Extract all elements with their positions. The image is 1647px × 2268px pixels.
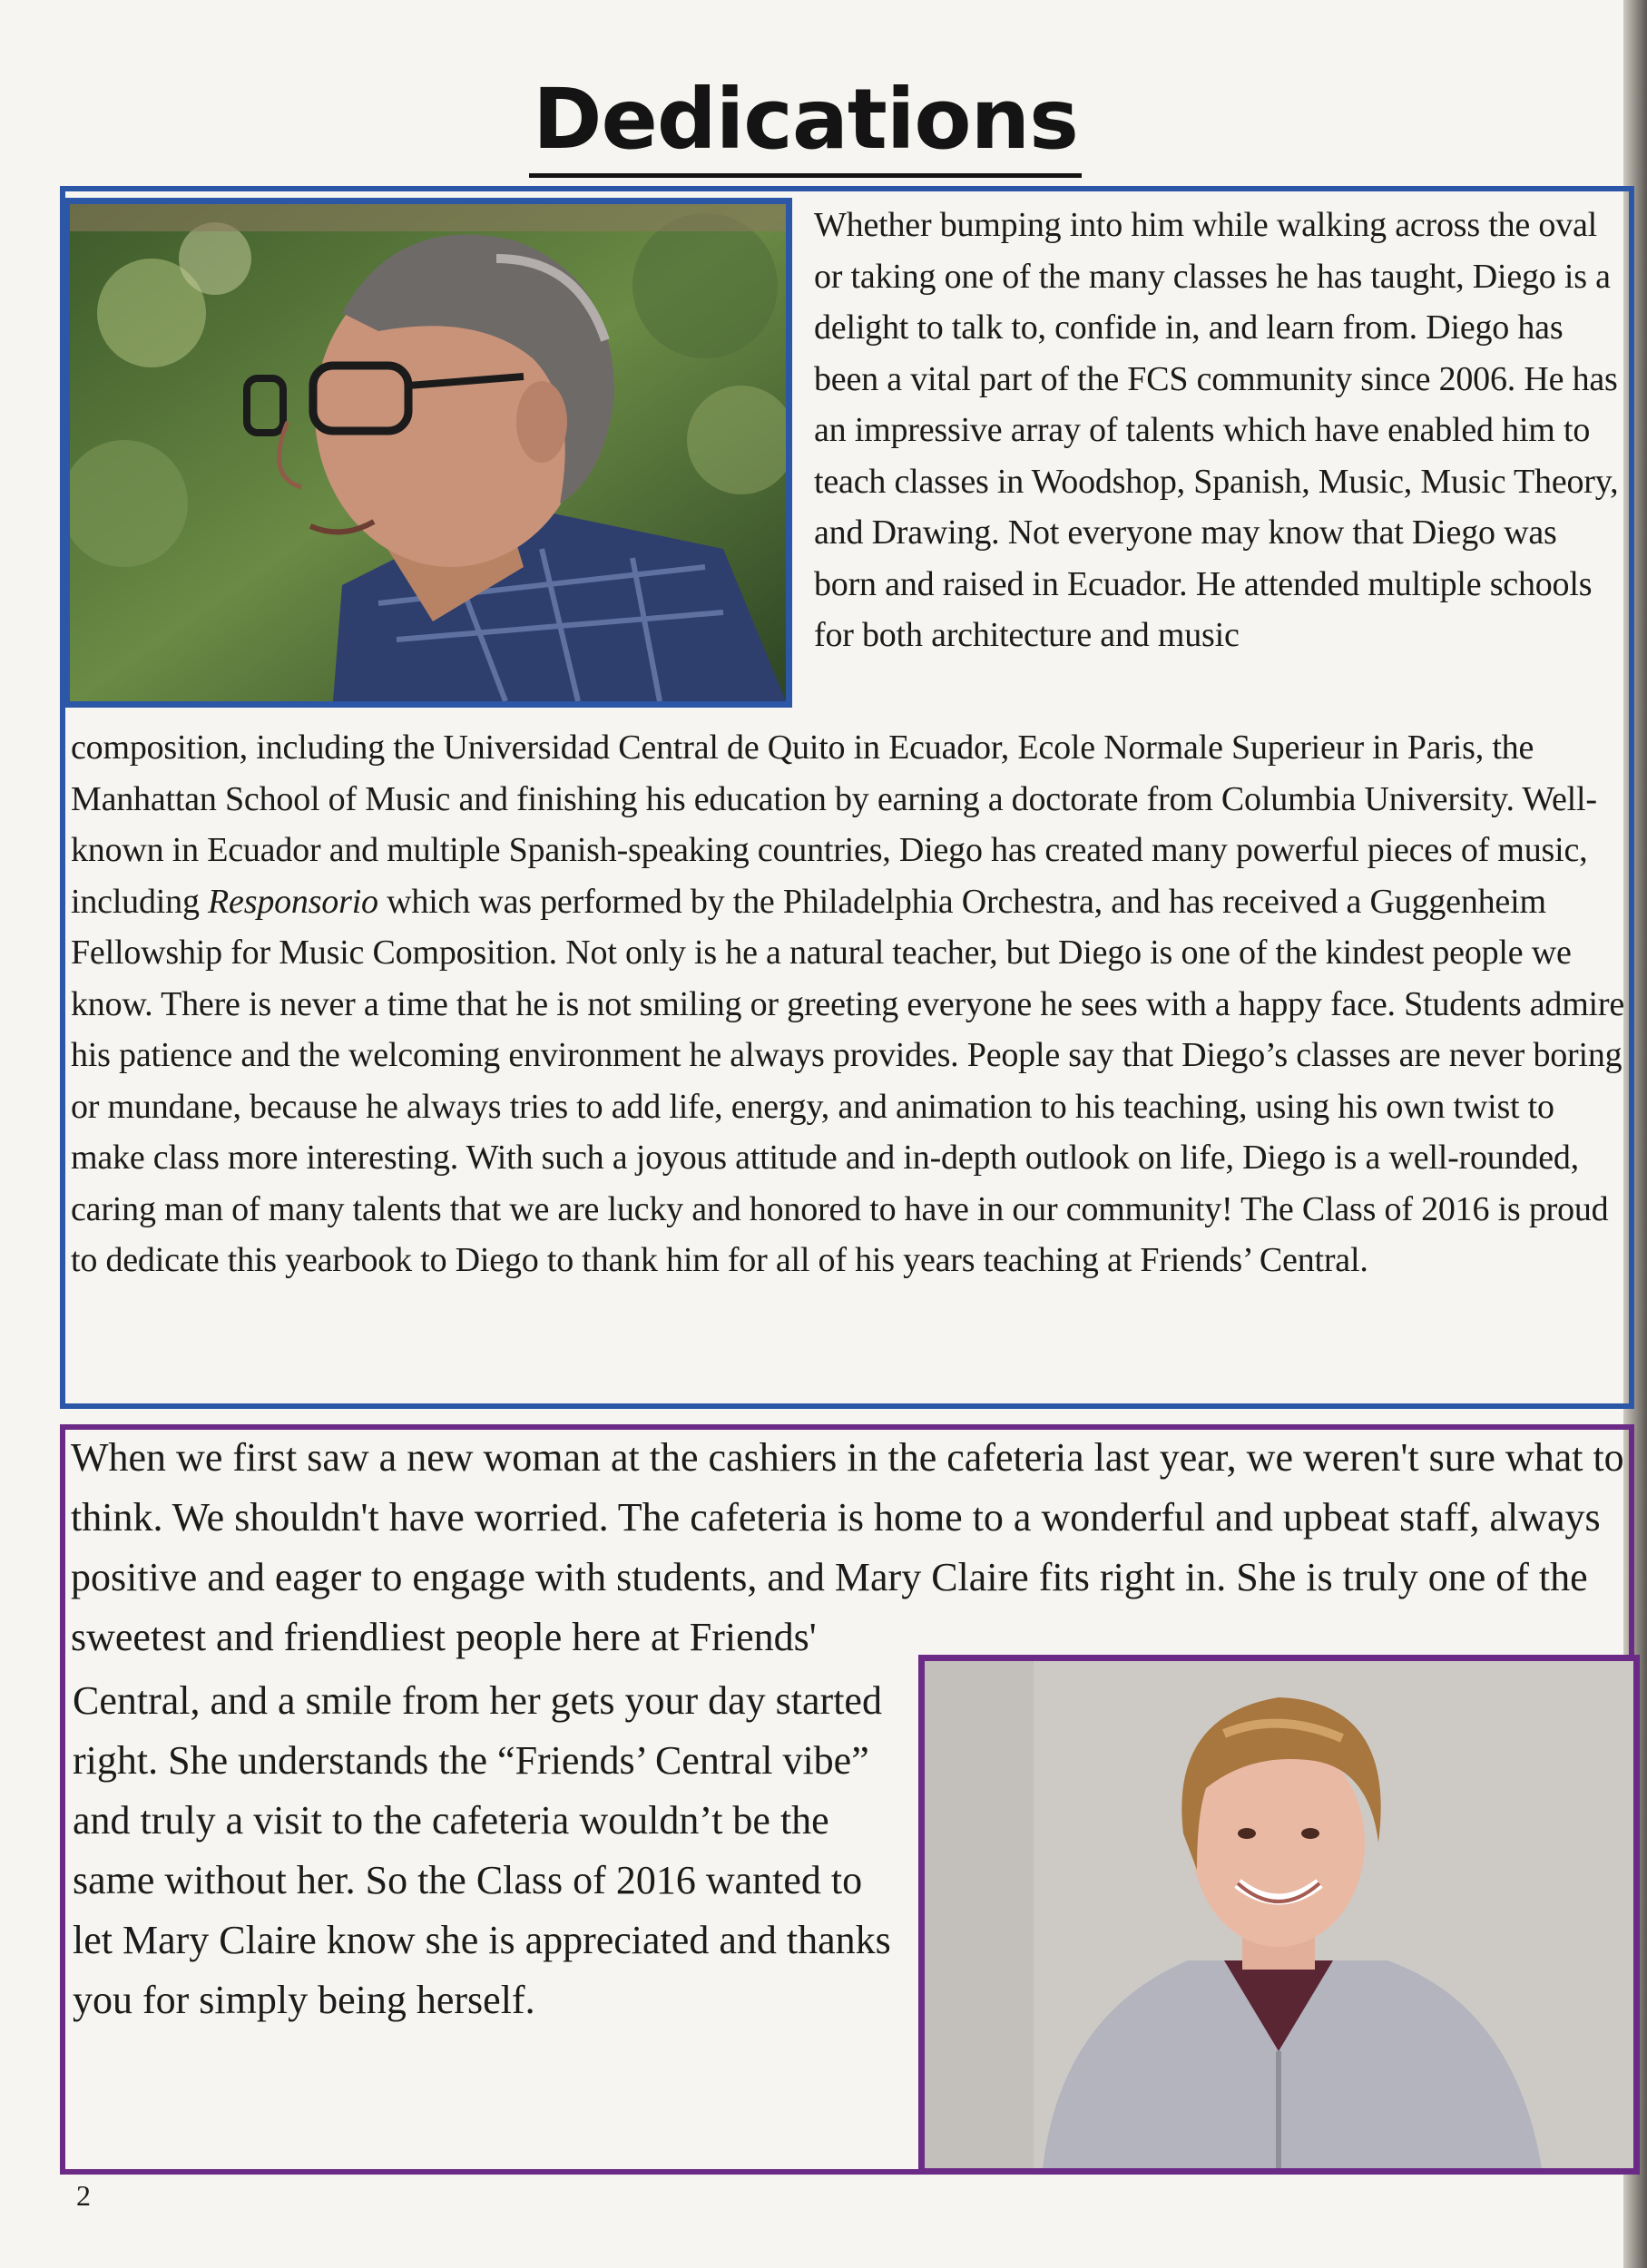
diego-text-bottom [71, 722, 1632, 1286]
mary-claire-portrait-image [925, 1661, 1633, 2168]
mary-claire-text-top: When we first saw a new woman at the cashiers in the cafeteria last year, we weren't sure what to think. We shouldn't have worried. The cafeteria is home to a wonderful and upbeat staff, always positive and eager to engage with students, and Mary Claire fits right in. She is truly one of the sweetest and friendliest people here at Friends' [71, 1435, 1624, 1659]
diego-text-bottom-before: composition, including the Universidad Central de Quito in Ecuador, Ecole Normale Superieur in Paris, the Manhattan School of Music and finishing his education by earning a doctorate from Columbia University. Well-known in Ecuador and multiple Spanish-speaking countries, Diego has created many powerful pieces of music, including [71, 728, 1597, 921]
page-title-text: Dedications [529, 71, 1082, 178]
page-title [0, 71, 1611, 168]
diego-work-title: Responsorio [208, 882, 378, 921]
page-number: 2 [76, 2179, 91, 2212]
mary-claire-photo [918, 1655, 1640, 2175]
diego-portrait-image [70, 204, 786, 701]
diego-photo [64, 198, 792, 708]
mary-claire-text-bottom: Central, and a smile from her gets your day started right. She understands the “Friends’ Central vibe” and truly a visit to the cafeteria wouldn’t be the same without her. So the Class of 2016 wanted to let Mary Claire know she is appreciated and thanks you for simply being herself. [73, 1678, 891, 2022]
diego-text-bottom-after: which was performed by the Philadelphia Orchestra, and has received a Guggenheim Fellowship for Music Composition. Not only is he a natural teacher, but Diego is one of the kindest people we know. There is never a time that he is not smiling or greeting everyone he sees with a happy face. Students admire his patience and the welcoming environment he always provides. People say that Diego’s classes are never boring or mundane, because he always tries to add life, energy, and animation to his teaching, using his own twist to make class more interesting. With such a joyous attitude and in-depth outlook on life, Diego is a well-rounded, caring man of many talents that we are lucky and honored to have in our community! The Class of 2016 is proud to dedicate this yearbook to Diego to thank him for all of his years teaching at Friends’ Central. [71, 882, 1625, 1279]
diego-text-top: Whether bumping into him while walking across the oval or taking one of the many classes he has taught, Diego is a delight to talk to, confide in, and learn from. Diego has been a vital part of the FCS community since 2006. He has an impressive array of talents which have enabled him to teach classes in Woodshop, Spanish, Music, Music Theory, and Drawing. Not everyone may know that Diego was born and raised in Ecuador. He attended multiple schools for both architecture and music [814, 206, 1619, 654]
